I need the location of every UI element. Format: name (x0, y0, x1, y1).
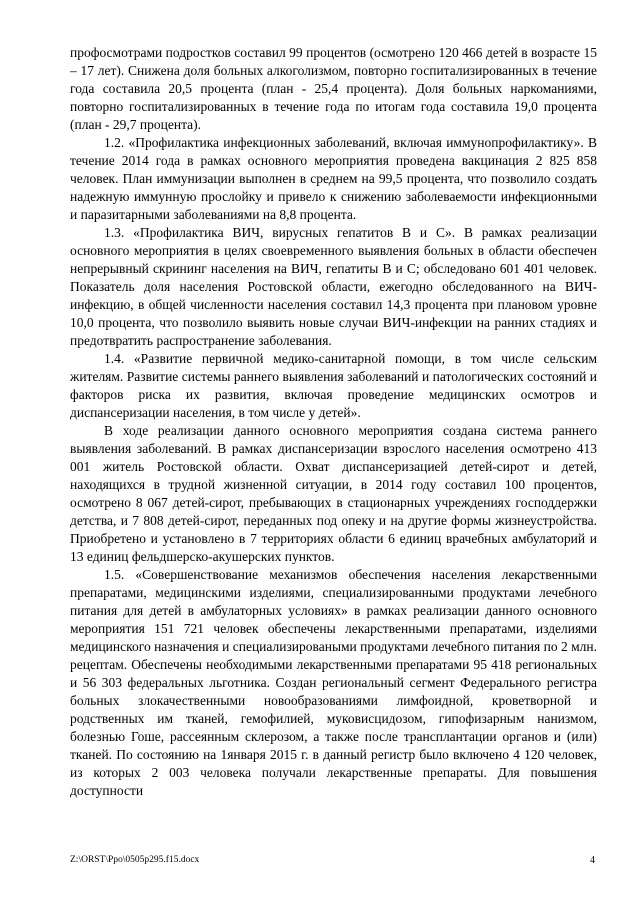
paragraph-primary-care: 1.4. «Развитие первичной медико-санитарной помощи, в том числе сельским жителям. Развитие системы раннего выявления заболеваний и патологических состояний и факторов риска их развития, включая проведение медицинских осмотров и диспансеризации населения, в том числе у детей». (70, 351, 597, 420)
document-body (70, 44, 597, 800)
paragraph-drug-provision: 1.5. «Совершенствование механизмов обеспечения населения лекарственными препаратами, медицинскими изделиями, специализированными продуктами лечебного питания для детей в амбулаторных условиях» в рамках реализации данного основного мероприятия 151 721 человек обеспечены лекарственными препаратами, изделиями медицинского назначения и специализироваными продуктами лечебного питания по 2 млн. рецептам. Обеспечены необходимыми лекарственными препаратами 95 418 региональных и 56 303 федеральных льготника. Создан региональный сегмент Федерального регистра больных злокачественными новообразованиями лимфоидной, кроветворной и родственных им тканей, гемофилией, муковисцидозом, гипофизарным нанизмом, болезнью Гоше, рассеянным склерозом, а также после трансплантации органов и (или) тканей. По состоянию на 1января 2015 г. в данный регистр было включено 4 120 человек, из которых 2 003 человека получали лекарственные препараты. Для повышения доступности (70, 567, 597, 798)
footer-file-path: Z:\ORST\Ppo\0505p295.f15.docx (70, 855, 200, 865)
paragraph-early-detection: В ходе реализации данного основного мероприятия создана система раннего выявления заболеваний. В рамках диспансеризации взрослого населения осмотрено 413 001 житель Ростовской области. Охват диспансеризацией детей-сирот и детей, находящихся в трудной жизненной ситуации, в 2014 году составил 100 процентов, осмотрено 8 067 детей-сирот, пребывающих в стационарных учреждениях господдержки детства, и 7 808 детей-сирот, переданных под опеку и на другие формы жизнеустройства. Приобретено и установлено в 7 территориях области 6 единиц врачебных амбулаторий и 13 единиц фельдшерско-акушерских пунктов. (70, 423, 597, 564)
page-number: 4 (590, 855, 595, 866)
paragraph-immunoprophylaxis: 1.2. «Профилактика инфекционных заболеваний, включая иммунопрофилактику». В течение 2014 года в рамках основного мероприятия проведена вакцинация 2 825 858 человек. План иммунизации выполнен в среднем на 99,5 процента, что позволило создать надежную иммунную прослойку и привело к снижению заболеваемости инфекционными и паразитарными заболеваниями на 8,8 процента. (70, 135, 597, 222)
paragraph-continuation: профосмотрами подростков составил 99 процентов (осмотрено 120 466 детей в возрасте 15 – 17 лет). Снижена доля больных алкоголизмом, повторно госпитализированных в течение года составила 20,5 процента (план - 25,4 процента). Доля больных наркоманиями, повторно госпитализированных в течение года по итогам года составила 19,0 процента (план - 29,7 процента). (70, 45, 597, 132)
paragraph-hiv-prevention: 1.3. «Профилактика ВИЧ, вирусных гепатитов В и С». В рамках реализации основного мероприятия в целях своевременного выявления больных в области обеспечен непрерывный скрининг населения на ВИЧ, гепатиты В и С; обследовано 601 401 человек. Показатель доля населения Ростовской области, ежегодно обследованного на ВИЧ-инфекцию, в общей численности населения составил 14,3 процента при плановом уровне 10,0 процента, что позволило выявить новые случаи ВИЧ-инфекции на ранних стадиях и предотвратить распространение заболевания. (70, 225, 597, 348)
